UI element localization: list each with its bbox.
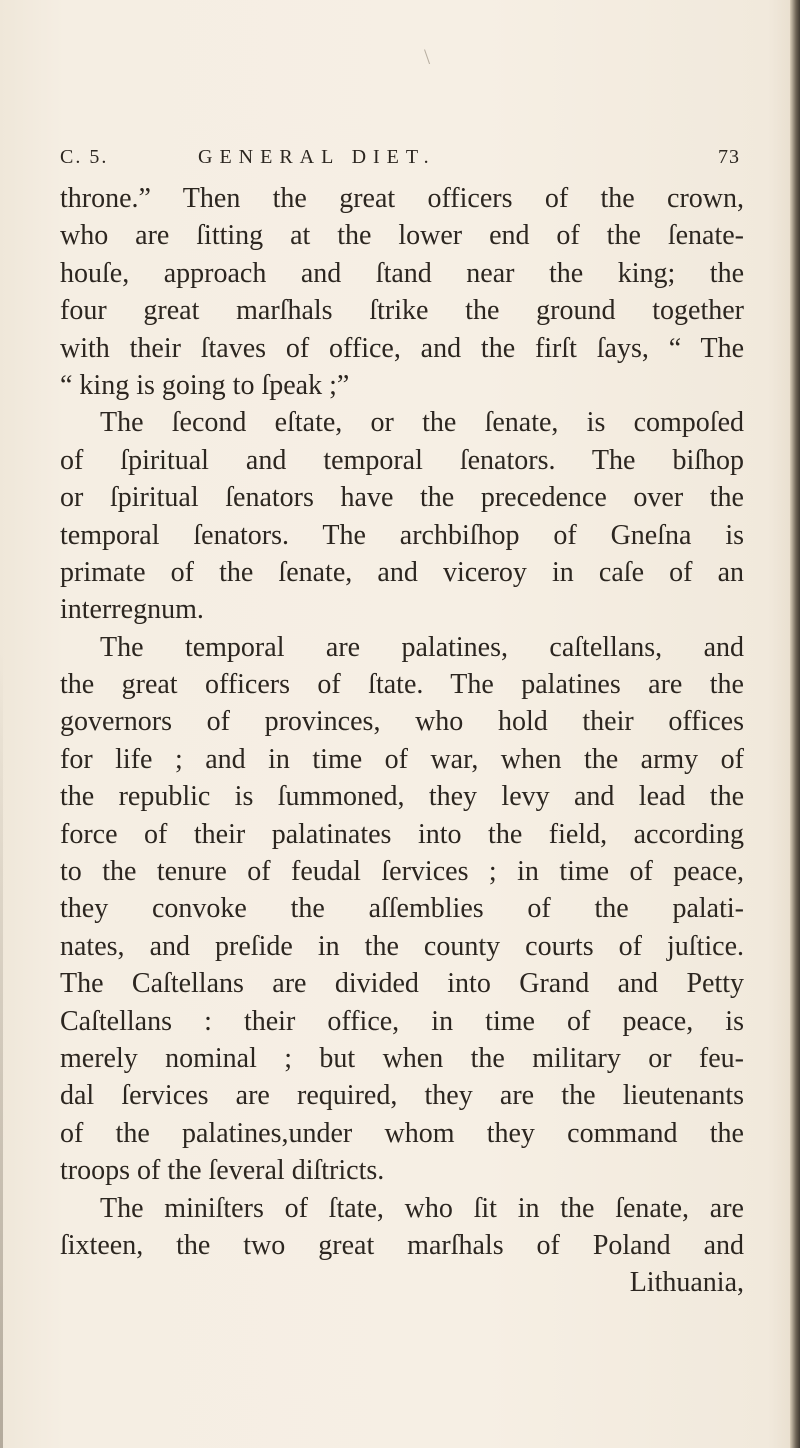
text-line: troops of the ſeveral diſtricts. xyxy=(60,1155,385,1187)
body-text xyxy=(60,180,744,1302)
text-line: or ſpiritual ſenators have the precedence over the xyxy=(60,482,744,514)
text-line: they convoke the aſſemblies of the palati- xyxy=(60,893,744,925)
text-line: ſixteen, the two great marſhals of Poland and xyxy=(60,1229,744,1261)
text-line: the great officers of ſtate. The palatines are the xyxy=(60,669,744,701)
text-line: of ſpiritual and temporal ſenators. The biſhop xyxy=(60,444,744,476)
text-line: four great marſhals ſtrike the ground together xyxy=(60,295,744,327)
paragraph-start-line: The temporal are palatines, caſtellans, and xyxy=(100,631,744,663)
text-line: “ king is going to ſpeak ;” xyxy=(60,369,350,401)
page-edge-left xyxy=(0,650,3,1448)
text-line: for life ; and in time of war, when the army of xyxy=(60,743,744,775)
text-line: to the tenure of feudal ſervices ; in time of peace, xyxy=(60,856,744,888)
running-header xyxy=(60,146,740,176)
text-line: Caſtellans : their office, in time of peace, is xyxy=(60,1005,744,1037)
paragraph-start-line: The ſecond eſtate, or the ſenate, is compoſed xyxy=(100,407,744,439)
page-number: 73 xyxy=(718,146,740,168)
text-line: the republic is ſummoned, they levy and lead the xyxy=(60,781,744,813)
text-line: nates, and preſide in the county courts of juſtice. xyxy=(60,930,744,962)
chapter-number: C. 5. xyxy=(60,146,109,168)
text-line: governors of provinces, who hold their offices xyxy=(60,706,744,738)
text-line: of the palatines,under whom they command the xyxy=(60,1117,744,1149)
running-title: GENERAL DIET. xyxy=(198,146,436,168)
text-line: merely nominal ; but when the military or feu- xyxy=(60,1042,744,1074)
text-line-last: Lithuania, xyxy=(629,1267,744,1299)
text-line: with their ſtaves of office, and the firſt ſays, “ The xyxy=(60,332,744,364)
text-line: houſe, approach and ſtand near the king; the xyxy=(60,257,744,289)
paragraph-start-line: The miniſters of ſtate, who ſit in the ſenate, are xyxy=(100,1192,744,1224)
paper-speck: \ xyxy=(424,44,431,69)
text-line: throne.” Then the great officers of the crown, xyxy=(60,183,744,214)
text-line: interregnum. xyxy=(60,594,204,626)
text-line: dal ſervices are required, they are the lieutenants xyxy=(60,1080,744,1112)
text-line: force of their palatinates into the field, according xyxy=(60,818,744,850)
text-line: The Caſtellans are divided into Grand and Petty xyxy=(60,968,744,1000)
page-edge-shadow xyxy=(790,0,800,1448)
text-line: temporal ſenators. The archbiſhop of Gneſna is xyxy=(60,519,744,551)
text-line: primate of the ſenate, and viceroy in caſe of an xyxy=(60,556,744,588)
text-line: who are ſitting at the lower end of the ſenate- xyxy=(60,220,744,252)
